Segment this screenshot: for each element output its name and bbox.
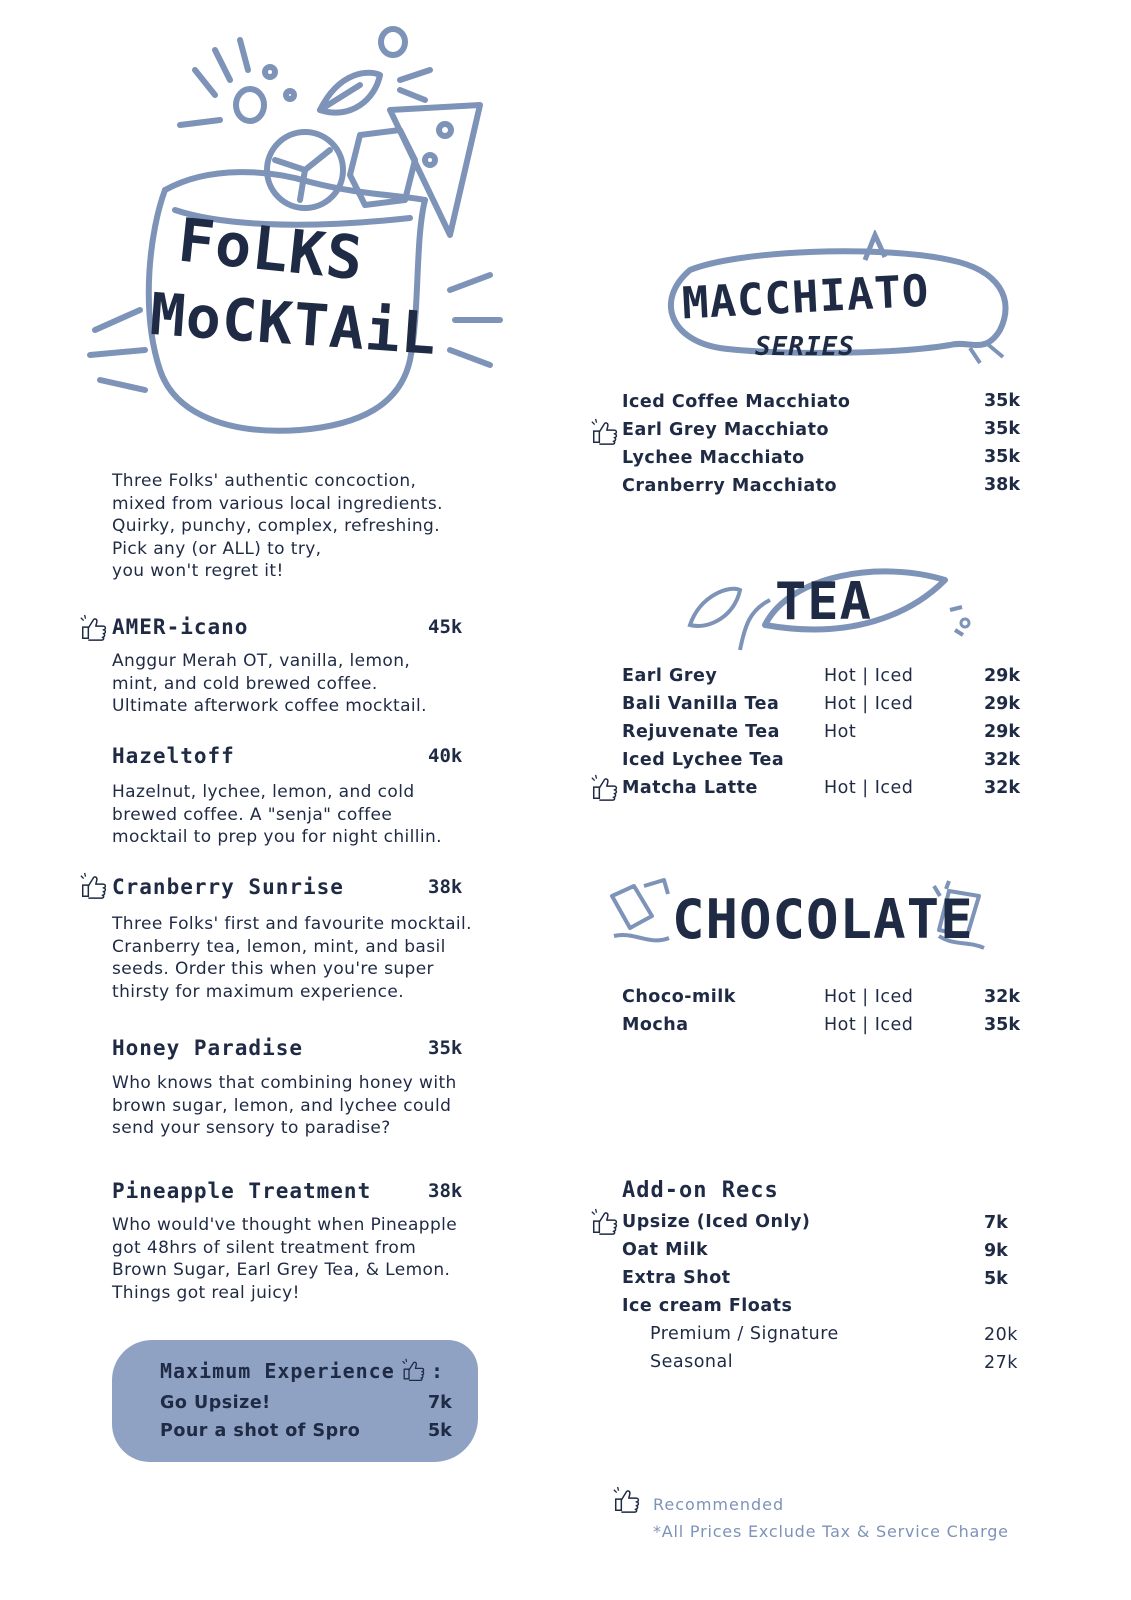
max-experience-box	[112, 1340, 478, 1462]
addon-item-name: Oat Milk	[622, 1240, 709, 1260]
mocktail-desc	[112, 913, 542, 1003]
hero-title-line1: FoLKS	[174, 205, 367, 295]
recommended-thumb-icon	[588, 1208, 620, 1236]
hero-intro	[112, 470, 532, 583]
legend-recommended: Recommended	[653, 1495, 785, 1514]
max-item-name: Go Upsize!	[160, 1393, 271, 1413]
desc-line: Who would've thought when Pineapple	[112, 1215, 458, 1235]
chocolate-item-option: Hot | Iced	[824, 987, 914, 1007]
tea-item-option: Hot | Iced	[824, 666, 914, 686]
tea-item-name: Bali Vanilla Tea	[622, 694, 780, 714]
desc-line: Cranberry tea, lemon, mint, and basil	[112, 936, 446, 957]
tea-item-option: Hot | Iced	[824, 778, 914, 798]
tea-item-price: 29k	[984, 666, 1020, 686]
addon-subitem-price: 20k	[984, 1325, 1018, 1345]
desc-line: Ultimate afterwork coffee mocktail.	[112, 696, 427, 716]
mocktail-desc	[112, 781, 532, 849]
tea-item-price: 32k	[984, 750, 1020, 770]
max-item-name: Pour a shot of Spro	[160, 1421, 361, 1441]
macchiato-item-name: Lychee Macchiato	[622, 448, 805, 468]
tea-item-name: Earl Grey	[622, 666, 718, 686]
tea-item-price: 29k	[984, 694, 1020, 714]
desc-line: seeds. Order this when you're super	[112, 959, 434, 979]
addon-item-price: 9k	[984, 1241, 1008, 1261]
addon-item-name: Extra Shot	[622, 1268, 731, 1288]
macchiato-item-name: Earl Grey Macchiato	[622, 420, 829, 440]
mocktail-price: 38k	[428, 1180, 463, 1202]
chocolate-item-price: 32k	[984, 987, 1020, 1007]
mocktail-price: 35k	[428, 1037, 463, 1059]
chocolate-item-name: Mocha	[622, 1015, 689, 1035]
mocktail-desc	[112, 650, 532, 718]
macchiato-item-name: Cranberry Macchiato	[622, 476, 838, 496]
max-experience-title-row	[160, 1358, 444, 1383]
macchiato-item-price: 35k	[984, 419, 1020, 439]
mocktail-name: Honey Paradise	[112, 1036, 304, 1060]
recommended-thumb-icon	[588, 774, 620, 802]
tea-item-name: Iced Lychee Tea	[622, 750, 785, 770]
mocktail-name: AMER-icano	[112, 615, 249, 639]
macchiato-item-price: 35k	[984, 447, 1020, 467]
desc-line: mocktail to prep you for night chillin.	[112, 827, 442, 847]
recommended-thumb-icon	[77, 614, 109, 642]
intro-line: you won't regret it!	[112, 561, 284, 581]
desc-line: mint, and cold brewed coffee.	[112, 673, 378, 694]
mocktail-price: 38k	[428, 876, 463, 898]
desc-line: Hazelnut, lychee, lemon, and cold	[112, 782, 415, 802]
intro-line: Pick any (or ALL) to try,	[112, 538, 322, 559]
chocolate-heading: CHOCOLATE	[672, 888, 974, 951]
desc-line: Who knows that combining honey with	[112, 1073, 457, 1093]
addon-subitem-name: Premium / Signature	[650, 1324, 839, 1344]
mocktail-desc	[112, 1072, 532, 1140]
hero-title-line2: MoCKTAiL	[147, 280, 440, 368]
addon-item-name: Ice cream Floats	[622, 1296, 793, 1316]
tea-item-option: Hot	[824, 722, 857, 742]
recommended-thumb-icon	[77, 872, 109, 900]
mocktail-price: 45k	[428, 616, 463, 638]
recommended-thumb-icon	[400, 1358, 426, 1382]
mocktail-name: Cranberry Sunrise	[112, 875, 344, 899]
macchiato-heading: MACCHIATO	[680, 265, 931, 330]
desc-line: Anggur Merah OT, vanilla, lemon,	[112, 651, 411, 671]
desc-line: send your sensory to paradise?	[112, 1118, 391, 1138]
chocolate-item-price: 35k	[984, 1015, 1020, 1035]
addons-heading: Add-on Recs	[622, 1178, 779, 1203]
mocktail-desc	[112, 1214, 532, 1304]
max-item-price: 7k	[428, 1393, 452, 1413]
desc-line: got 48hrs of silent treatment from	[112, 1237, 417, 1258]
addon-subitem-price: 27k	[984, 1353, 1018, 1373]
addon-subitem-name: Seasonal	[650, 1352, 734, 1372]
macchiato-item-price: 35k	[984, 391, 1020, 411]
macchiato-item-price: 38k	[984, 475, 1020, 495]
desc-line: thirsty for maximum experience.	[112, 981, 405, 1002]
tea-item-name: Rejuvenate Tea	[622, 722, 780, 742]
chocolate-item-option: Hot | Iced	[824, 1015, 914, 1035]
addon-item-name: Upsize (Iced Only)	[622, 1212, 811, 1232]
macchiato-item-name: Iced Coffee Macchiato	[622, 392, 851, 412]
tea-item-price: 32k	[984, 778, 1020, 798]
tea-heading: TEA	[775, 572, 872, 632]
legend-thumb-icon	[610, 1486, 642, 1514]
intro-line: Quirky, punchy, complex, refreshing.	[112, 516, 441, 536]
mocktail-name: Pineapple Treatment	[112, 1179, 372, 1203]
tea-item-option: Hot | Iced	[824, 694, 914, 714]
intro-line: Three Folks' authentic concoction,	[112, 471, 417, 491]
desc-line: Three Folks' first and favourite mocktail.	[112, 914, 472, 934]
addon-item-price: 5k	[984, 1269, 1008, 1289]
addon-item-price: 7k	[984, 1213, 1008, 1233]
macchiato-subheading: SERIES	[755, 332, 855, 362]
max-item-price: 5k	[428, 1421, 452, 1441]
intro-line: mixed from various local ingredients.	[112, 493, 443, 514]
max-experience-colon: :	[430, 1359, 444, 1383]
mocktail-name: Hazeltoff	[112, 744, 235, 768]
tea-item-name: Matcha Latte	[622, 778, 758, 798]
chocolate-item-name: Choco-milk	[622, 987, 736, 1007]
price-note: *All Prices Exclude Tax & Service Charge	[653, 1522, 1009, 1541]
tea-item-price: 29k	[984, 722, 1020, 742]
desc-line: Things got real juicy!	[112, 1282, 300, 1303]
desc-line: brown sugar, lemon, and lychee could	[112, 1095, 452, 1116]
mocktail-price: 40k	[428, 745, 463, 767]
desc-line: brewed coffee. A "senja" coffee	[112, 804, 393, 825]
max-experience-title: Maximum Experience	[160, 1359, 395, 1383]
desc-line: Brown Sugar, Earl Grey Tea, & Lemon.	[112, 1260, 451, 1280]
recommended-thumb-icon	[588, 418, 620, 446]
